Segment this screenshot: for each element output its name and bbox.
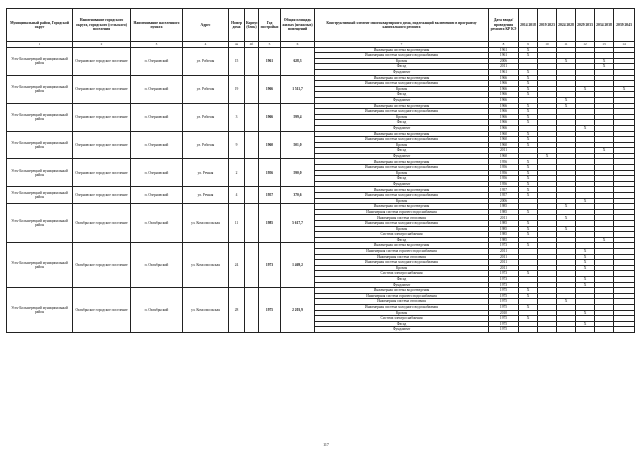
date-cell: 1961 bbox=[489, 53, 519, 59]
element-cell: Инженерная система отопления bbox=[315, 215, 489, 221]
built-year-cell: 1957 bbox=[259, 187, 281, 204]
house-number-cell: 11 bbox=[229, 204, 245, 243]
built-year-cell: 1956 bbox=[259, 159, 281, 187]
address-cell: ул. Рабочая bbox=[183, 103, 229, 131]
period-mark-cell: X bbox=[519, 293, 538, 299]
element-cell: Инженерная система горячего водоснабжения bbox=[315, 209, 489, 215]
element-cell: Фасад bbox=[315, 276, 489, 282]
house-number-cell: 15 bbox=[229, 47, 245, 75]
column-number: 6 bbox=[281, 42, 315, 48]
element-cell: Фасад bbox=[315, 64, 489, 70]
column-number: 11 bbox=[557, 42, 576, 48]
date-cell: 2010 bbox=[489, 310, 519, 316]
period-mark-cell bbox=[557, 327, 576, 333]
element-cell: Инженерная система водоотведения bbox=[315, 243, 489, 249]
column-header: Наименование городского округа, городского (сельского) поселения bbox=[73, 9, 131, 42]
element-cell: Инженерная система водоотведения bbox=[315, 131, 489, 137]
date-cell: 1966 bbox=[489, 92, 519, 98]
built-year-cell: 1966 bbox=[259, 103, 281, 131]
element-cell: Кровля bbox=[315, 142, 489, 148]
period-mark-cell bbox=[614, 327, 635, 333]
column-header: 2024 2028 bbox=[557, 9, 576, 42]
element-cell: Кровля bbox=[315, 170, 489, 176]
element-cell: Инженерная система холодного водоснабжения bbox=[315, 260, 489, 266]
period-mark-cell: X bbox=[519, 92, 538, 98]
district-cell: Усть-Большерецкий муниципальный район bbox=[7, 204, 73, 243]
document-page bbox=[6, 0, 634, 452]
date-cell: 1961 bbox=[489, 47, 519, 53]
settlement-cell: Озерновское городское поселение bbox=[73, 159, 131, 187]
element-cell: Фасад bbox=[315, 321, 489, 327]
period-mark-cell: X bbox=[519, 187, 538, 193]
period-mark-cell: X bbox=[576, 276, 595, 282]
date-cell: 1966 bbox=[489, 86, 519, 92]
element-cell: Кровля bbox=[315, 114, 489, 120]
column-header: Муниципальный район, Городской округ bbox=[7, 9, 73, 42]
locality-cell: п. Озерновский bbox=[131, 47, 183, 75]
address-cell: ул. Комсомольская bbox=[183, 204, 229, 243]
element-cell: Инженерная система холодного водоснабжения bbox=[315, 165, 489, 171]
building-block-cell bbox=[245, 75, 259, 103]
period-mark-cell: X bbox=[519, 221, 538, 227]
period-mark-cell: X bbox=[519, 209, 538, 215]
element-cell: Фундамент bbox=[315, 282, 489, 288]
period-mark-cell: X bbox=[519, 226, 538, 232]
date-cell: 2011 bbox=[489, 248, 519, 254]
built-year-cell: 1961 bbox=[259, 47, 281, 75]
date-cell: 1973 bbox=[489, 271, 519, 277]
locality-cell: п. Октябрьский bbox=[131, 288, 183, 333]
date-cell: 1966 bbox=[489, 81, 519, 87]
date-cell: 2011 bbox=[489, 254, 519, 260]
date-cell: 1985 bbox=[489, 221, 519, 227]
header-row bbox=[7, 9, 635, 42]
district-cell: Усть-Большерецкий муниципальный район bbox=[7, 288, 73, 333]
element-cell: Фундамент bbox=[315, 327, 489, 333]
building-block-cell bbox=[245, 204, 259, 243]
period-mark-cell: X bbox=[519, 165, 538, 171]
date-cell: 1966 bbox=[489, 125, 519, 131]
area-cell: 599,4 bbox=[281, 103, 315, 131]
date-cell: 1985 bbox=[489, 209, 519, 215]
district-cell: Усть-Большерецкий муниципальный район bbox=[7, 159, 73, 187]
period-mark-cell: X bbox=[519, 103, 538, 109]
element-cell: Фундамент bbox=[315, 153, 489, 159]
column-header: 2039 2043 bbox=[614, 9, 635, 42]
column-number: 1 bbox=[7, 42, 73, 48]
building-block-cell bbox=[245, 187, 259, 204]
column-number: 13 bbox=[595, 42, 614, 48]
address-cell: ул. Рабочая bbox=[183, 75, 229, 103]
building-block-cell bbox=[245, 243, 259, 288]
element-cell: Фасад bbox=[315, 237, 489, 243]
date-cell: 1961 bbox=[489, 69, 519, 75]
date-cell: 1985 bbox=[489, 232, 519, 238]
element-cell: Инженерная система холодного водоснабжения bbox=[315, 53, 489, 59]
element-cell: Кровля bbox=[315, 226, 489, 232]
built-year-cell: 1985 bbox=[259, 204, 281, 243]
element-cell: Инженерная система водоотведения bbox=[315, 159, 489, 165]
locality-cell: п. Озерновский bbox=[131, 75, 183, 103]
period-mark-cell: X bbox=[519, 75, 538, 81]
period-mark-cell: X bbox=[519, 288, 538, 294]
area-cell: 5 617,7 bbox=[281, 204, 315, 243]
date-cell: 1960 bbox=[489, 142, 519, 148]
district-cell: Усть-Большерецкий муниципальный район bbox=[7, 103, 73, 131]
period-mark-cell: X bbox=[519, 176, 538, 182]
element-cell: Инженерная система горячего водоснабжения bbox=[315, 248, 489, 254]
date-cell: 1985 bbox=[489, 237, 519, 243]
period-mark-cell: X bbox=[557, 97, 576, 103]
element-cell: Фасад bbox=[315, 148, 489, 154]
column-header: Год постройки bbox=[259, 9, 281, 42]
date-cell: 1966 bbox=[489, 75, 519, 81]
column-number: 5 bbox=[259, 42, 281, 48]
element-cell: Фасад bbox=[315, 176, 489, 182]
element-cell: Инженерная система холодного водоснабжения bbox=[315, 81, 489, 87]
settlement-cell: Октябрьское городское поселение bbox=[73, 243, 131, 288]
date-cell: 1960 bbox=[489, 131, 519, 137]
area-cell: 370,6 bbox=[281, 187, 315, 204]
period-mark-cell: X bbox=[557, 103, 576, 109]
house-number-cell: 4 bbox=[229, 187, 245, 204]
element-cell: Кровля bbox=[315, 86, 489, 92]
period-mark-cell: X bbox=[595, 237, 614, 243]
column-number: 4 bbox=[183, 42, 229, 48]
period-mark-cell: X bbox=[519, 47, 538, 53]
column-header: Корпус (блок) bbox=[245, 9, 259, 42]
settlement-cell: Озерновское городское поселение bbox=[73, 131, 131, 159]
period-mark-cell: X bbox=[519, 137, 538, 143]
area-cell: 1 469,2 bbox=[281, 243, 315, 288]
period-mark-cell: X bbox=[595, 58, 614, 64]
period-mark-cell: X bbox=[557, 215, 576, 221]
locality-cell: п. Октябрьский bbox=[131, 204, 183, 243]
date-cell: 1973 bbox=[489, 243, 519, 249]
built-year-cell: 1975 bbox=[259, 288, 281, 333]
period-mark-cell: X bbox=[519, 86, 538, 92]
period-mark-cell: X bbox=[519, 271, 538, 277]
period-mark-cell: X bbox=[519, 114, 538, 120]
date-cell: 1966 bbox=[489, 114, 519, 120]
element-cell: Инженерная система водоотведения bbox=[315, 75, 489, 81]
period-mark-cell: X bbox=[576, 248, 595, 254]
district-cell: Усть-Большерецкий муниципальный район bbox=[7, 75, 73, 103]
date-cell: 1960 bbox=[489, 153, 519, 159]
house-number-cell: 24 bbox=[229, 243, 245, 288]
date-cell: 1966 bbox=[489, 103, 519, 109]
period-mark-cell: X bbox=[595, 148, 614, 154]
period-mark-cell: X bbox=[576, 86, 595, 92]
element-cell: Кровля bbox=[315, 265, 489, 271]
period-mark-cell: X bbox=[519, 170, 538, 176]
period-mark-cell: X bbox=[519, 142, 538, 148]
district-cell: Усть-Большерецкий муниципальный район bbox=[7, 131, 73, 159]
element-cell: Инженерная система водоотведения bbox=[315, 288, 489, 294]
locality-cell: п. Озерновский bbox=[131, 131, 183, 159]
date-cell: 2011 bbox=[489, 260, 519, 266]
period-mark-cell: X bbox=[519, 131, 538, 137]
date-cell: 1973 bbox=[489, 282, 519, 288]
date-cell: 1975 bbox=[489, 316, 519, 322]
address-cell: ул. Рабочая bbox=[183, 47, 229, 75]
district-cell: Усть-Большерецкий муниципальный район bbox=[7, 243, 73, 288]
period-mark-cell: X bbox=[595, 64, 614, 70]
date-cell: 1975 bbox=[489, 293, 519, 299]
element-cell: Фундамент bbox=[315, 97, 489, 103]
period-mark-cell: X bbox=[519, 159, 538, 165]
column-header: Номер дома bbox=[229, 9, 245, 42]
period-mark-cell: X bbox=[576, 125, 595, 131]
date-cell: 1957 bbox=[489, 193, 519, 199]
date-cell: 2006 bbox=[489, 58, 519, 64]
column-number: 14 bbox=[614, 42, 635, 48]
column-header: Конструктивный элемент многоквартирного дома, подлежащий включению в программу капитального ремонта bbox=[315, 9, 489, 42]
table-body bbox=[7, 47, 635, 332]
date-cell: 1973 bbox=[489, 276, 519, 282]
period-mark-cell: X bbox=[576, 198, 595, 204]
period-mark-cell: X bbox=[557, 299, 576, 305]
element-cell: Фасад bbox=[315, 120, 489, 126]
element-cell: Кровля bbox=[315, 310, 489, 316]
period-mark-cell: X bbox=[519, 120, 538, 126]
date-cell: 1975 bbox=[489, 321, 519, 327]
area-cell: 590,0 bbox=[281, 159, 315, 187]
date-cell: 1966 bbox=[489, 97, 519, 103]
date-cell: 1956 bbox=[489, 170, 519, 176]
date-cell: 1985 bbox=[489, 226, 519, 232]
element-cell: Система электроснабжения bbox=[315, 232, 489, 238]
period-mark-cell: X bbox=[519, 53, 538, 59]
date-cell: 2011 bbox=[489, 215, 519, 221]
period-mark-cell: X bbox=[557, 58, 576, 64]
period-mark-cell: X bbox=[519, 181, 538, 187]
element-cell: Инженерная система водоотведения bbox=[315, 204, 489, 210]
period-mark-cell: X bbox=[538, 153, 557, 159]
date-cell: 1956 bbox=[489, 181, 519, 187]
column-header: Общая площадь жилых (нежилых) помещений bbox=[281, 9, 315, 42]
column-header: 2034 2038 bbox=[595, 9, 614, 42]
element-cell: Система электроснабжения bbox=[315, 316, 489, 322]
element-cell: Кровля bbox=[315, 198, 489, 204]
date-cell: 1975 bbox=[489, 304, 519, 310]
element-cell: Инженерная система холодного водоснабжения bbox=[315, 193, 489, 199]
house-number-cell: 28 bbox=[229, 288, 245, 333]
district-cell: Усть-Большерецкий муниципальный район bbox=[7, 187, 73, 204]
address-cell: ул. Комсомольская bbox=[183, 288, 229, 333]
settlement-cell: Озерновское городское поселение bbox=[73, 75, 131, 103]
element-cell: Фасад bbox=[315, 92, 489, 98]
address-cell: ул. Комсомольская bbox=[183, 243, 229, 288]
house-number-cell: 9 bbox=[229, 131, 245, 159]
element-cell: Инженерная система водоотведения bbox=[315, 103, 489, 109]
page-number: 117 bbox=[323, 442, 329, 447]
date-cell: 2006 bbox=[489, 198, 519, 204]
column-number: 9 bbox=[519, 42, 538, 48]
capital-repair-table bbox=[6, 8, 635, 333]
column-header: Адрес bbox=[183, 9, 229, 42]
column-number: 4а bbox=[229, 42, 245, 48]
building-block-cell bbox=[245, 159, 259, 187]
period-mark-cell: X bbox=[519, 304, 538, 310]
column-number: 3 bbox=[131, 42, 183, 48]
area-cell: 501,0 bbox=[281, 131, 315, 159]
column-header: 2014 2018 bbox=[519, 9, 538, 42]
house-number-cell: 19 bbox=[229, 75, 245, 103]
element-cell: Инженерная система отопления bbox=[315, 299, 489, 305]
period-mark-cell bbox=[595, 327, 614, 333]
period-mark-cell: X bbox=[576, 282, 595, 288]
address-cell: ул. Речная bbox=[183, 159, 229, 187]
element-cell: Фундамент bbox=[315, 125, 489, 131]
element-cell: Инженерная система холодного водоснабжения bbox=[315, 221, 489, 227]
built-year-cell: 1960 bbox=[259, 131, 281, 159]
address-cell: ул. Речная bbox=[183, 187, 229, 204]
locality-cell: п. Озерновский bbox=[131, 187, 183, 204]
date-cell: 2011 bbox=[489, 148, 519, 154]
district-cell: Усть-Большерецкий муниципальный район bbox=[7, 47, 73, 75]
settlement-cell: Озерновское городское поселение bbox=[73, 47, 131, 75]
element-cell: Фундамент bbox=[315, 181, 489, 187]
building-block-cell bbox=[245, 47, 259, 75]
date-cell: 1956 bbox=[489, 176, 519, 182]
column-number: 4б bbox=[245, 42, 259, 48]
period-mark-cell: X bbox=[519, 243, 538, 249]
date-cell: 2011 bbox=[489, 64, 519, 70]
column-number: 12 bbox=[576, 42, 595, 48]
area-cell: 1 511,7 bbox=[281, 75, 315, 103]
element-cell: Инженерная система отопления bbox=[315, 254, 489, 260]
address-cell: ул. Рабочая bbox=[183, 131, 229, 159]
element-cell: Кровля bbox=[315, 58, 489, 64]
period-mark-cell: X bbox=[576, 321, 595, 327]
date-cell: 1960 bbox=[489, 137, 519, 143]
period-mark-cell: X bbox=[519, 109, 538, 115]
date-cell: 1975 bbox=[489, 299, 519, 305]
column-header: 2029 2033 bbox=[576, 9, 595, 42]
built-year-cell: 1966 bbox=[259, 75, 281, 103]
building-block-cell bbox=[245, 103, 259, 131]
period-mark-cell: X bbox=[519, 193, 538, 199]
period-mark-cell bbox=[538, 327, 557, 333]
column-number: 8 bbox=[489, 42, 519, 48]
period-mark-cell: X bbox=[557, 226, 576, 232]
house-number-cell: 3 bbox=[229, 103, 245, 131]
area-cell: 2 203,9 bbox=[281, 288, 315, 333]
period-mark-cell: X bbox=[519, 69, 538, 75]
date-cell: 1985 bbox=[489, 204, 519, 210]
date-cell: 1966 bbox=[489, 109, 519, 115]
column-number: 7 bbox=[315, 42, 489, 48]
locality-cell: п. Октябрьский bbox=[131, 243, 183, 288]
settlement-cell: Октябрьское городское поселение bbox=[73, 288, 131, 333]
area-cell: 628,3 bbox=[281, 47, 315, 75]
element-cell: Инженерная система водоотведения bbox=[315, 47, 489, 53]
element-cell: Инженерная система водоотведения bbox=[315, 187, 489, 193]
date-cell: 1975 bbox=[489, 288, 519, 294]
element-cell: Инженерная система холодного водоснабжения bbox=[315, 304, 489, 310]
building-block-cell bbox=[245, 131, 259, 159]
settlement-cell: Октябрьское городское поселение bbox=[73, 204, 131, 243]
column-header: Наименование населенного пункта bbox=[131, 9, 183, 42]
period-mark-cell: X bbox=[614, 86, 635, 92]
period-mark-cell: X bbox=[576, 260, 595, 266]
date-cell: 1957 bbox=[489, 187, 519, 193]
column-header: Дата ввода/ проведения ремонта КР КЭ bbox=[489, 9, 519, 42]
date-cell: 2011 bbox=[489, 265, 519, 271]
period-mark-cell: X bbox=[576, 265, 595, 271]
settlement-cell: Озерновское городское поселение bbox=[73, 103, 131, 131]
date-cell: 1956 bbox=[489, 159, 519, 165]
element-cell: Инженерная система горячего водоснабжения bbox=[315, 293, 489, 299]
column-number: 2 bbox=[73, 42, 131, 48]
period-mark-cell bbox=[576, 327, 595, 333]
column-header: 2019 2023 bbox=[538, 9, 557, 42]
element-cell: Фундамент bbox=[315, 69, 489, 75]
locality-cell: п. Озерновский bbox=[131, 103, 183, 131]
column-number: 10 bbox=[538, 42, 557, 48]
element-cell: Инженерная система холодного водоснабжения bbox=[315, 109, 489, 115]
date-cell: 1956 bbox=[489, 165, 519, 171]
period-mark-cell: X bbox=[519, 81, 538, 87]
element-cell: Система электроснабжения bbox=[315, 271, 489, 277]
period-mark-cell: X bbox=[576, 310, 595, 316]
locality-cell: п. Озерновский bbox=[131, 159, 183, 187]
building-block-cell bbox=[245, 288, 259, 333]
period-mark-cell: X bbox=[519, 232, 538, 238]
period-mark-cell bbox=[519, 327, 538, 333]
built-year-cell: 1973 bbox=[259, 243, 281, 288]
date-cell: 1966 bbox=[489, 120, 519, 126]
element-cell: Инженерная система холодного водоснабжения bbox=[315, 137, 489, 143]
period-mark-cell: X bbox=[576, 254, 595, 260]
date-cell: 1975 bbox=[489, 327, 519, 333]
period-mark-cell: X bbox=[519, 316, 538, 322]
settlement-cell: Озерновское городское поселение bbox=[73, 187, 131, 204]
period-mark-cell: X bbox=[557, 204, 576, 210]
house-number-cell: 2 bbox=[229, 159, 245, 187]
